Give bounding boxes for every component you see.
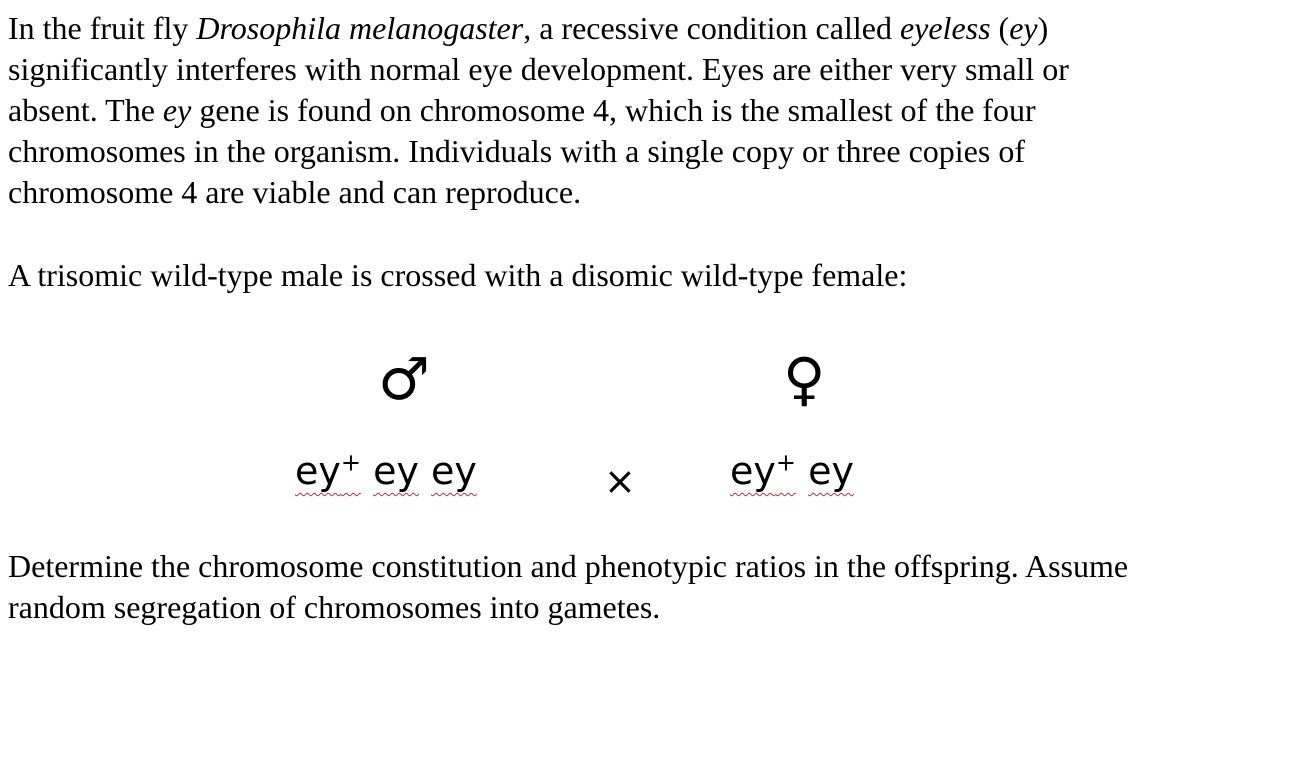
intro-line-1: In the fruit fly Drosophila melanogaster, a recessive condition called eyeless (ey) xyxy=(8,10,1049,46)
gene-symbol: ey xyxy=(1009,10,1038,46)
male-allele-3: ey xyxy=(431,449,477,493)
female-genotype xyxy=(730,448,854,493)
intro-line-5: chromosome 4 are viable and can reproduce. xyxy=(8,174,582,210)
cross-symbol-icon: × xyxy=(604,459,636,503)
condition-name: eyeless xyxy=(899,10,991,46)
male-allele-2: ey xyxy=(373,449,419,493)
intro-line-3: absent. The ey gene is found on chromosome 4, which is the smallest of the four xyxy=(8,92,1036,128)
male-genotype xyxy=(295,448,477,493)
question-line-1: Determine the chromosome constitution and phenotypic ratios in the offspring. Assume xyxy=(8,548,1129,584)
intro-paragraph xyxy=(8,8,1069,213)
female-symbol-icon: ♀ xyxy=(783,345,826,413)
female-allele-2: ey xyxy=(808,449,854,493)
cross-statement: A trisomic wild-type male is crossed with a disomic wild-type female: xyxy=(8,257,908,293)
species-name: Drosophila melanogaster xyxy=(196,10,524,46)
question-line-2: random segregation of chromosomes into gametes. xyxy=(8,589,661,625)
intro-line-4: chromosomes in the organism. Individuals with a single copy or three copies of xyxy=(8,133,1025,169)
gene-symbol: ey xyxy=(162,92,192,128)
question-paragraph xyxy=(8,546,1128,628)
female-allele-1: ey+ xyxy=(730,448,796,493)
intro-line-2: significantly interferes with normal eye development. Eyes are either very small or xyxy=(8,51,1069,87)
male-allele-1: ey+ xyxy=(295,448,361,493)
male-symbol-icon: ♂ xyxy=(378,345,430,413)
